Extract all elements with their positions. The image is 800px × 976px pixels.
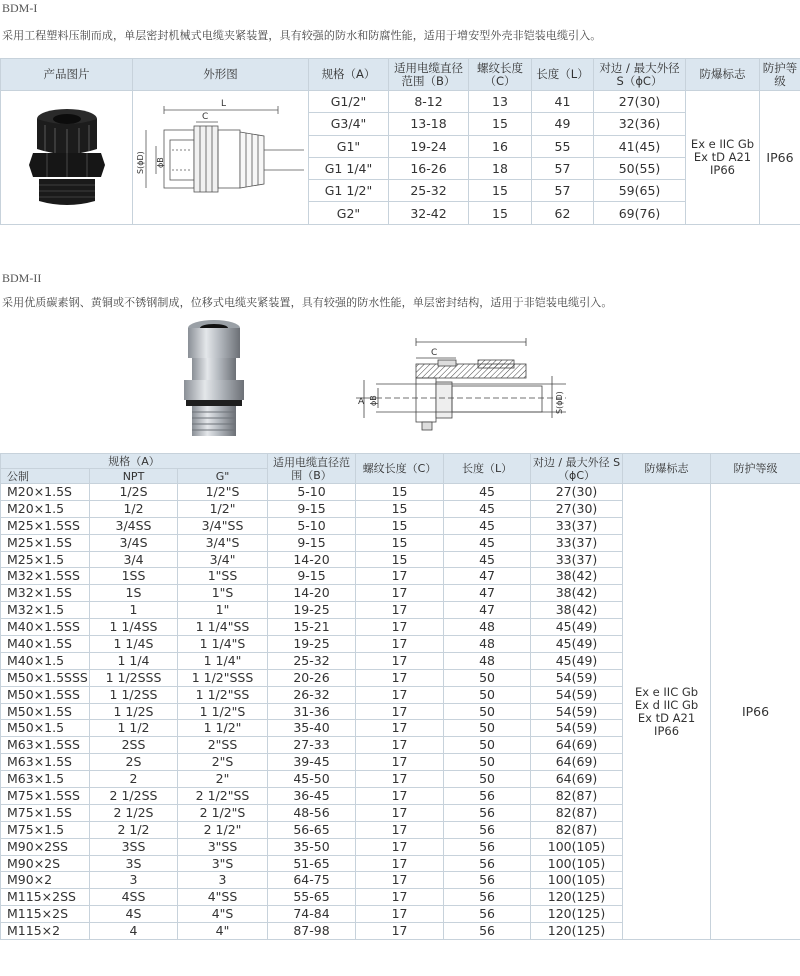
- ex-line: Ex d IIC Gb: [634, 697, 699, 712]
- dim-label-s: S(ϕD): [555, 391, 564, 414]
- ex-line: Ex e IIC Gb: [634, 684, 699, 699]
- npt-cell: 1/2: [90, 500, 178, 517]
- thread-cell: 17: [356, 804, 444, 821]
- across-cell: 100(105): [531, 855, 623, 872]
- across-cell: 82(87): [531, 788, 623, 805]
- length-cell: 50: [444, 669, 531, 686]
- length-cell: 62: [532, 202, 594, 224]
- range-cell: 35-50: [268, 838, 356, 855]
- length-cell: 55: [532, 135, 594, 157]
- metric-cell: M75×1.5: [1, 821, 90, 838]
- header-drawing: 外形图: [133, 59, 309, 91]
- thread-cell: 17: [356, 838, 444, 855]
- range-cell: 15-21: [268, 619, 356, 636]
- header-across: 对边 / 最大外径 S（ϕC）: [531, 454, 623, 484]
- metric-cell: M50×1.5S: [1, 703, 90, 720]
- range-cell: 27-33: [268, 737, 356, 754]
- header-across: 对边 / 最大外径 S（ϕC）: [594, 59, 686, 91]
- g-cell: 2 1/2"SS: [178, 788, 268, 805]
- header-length: 长度（L）: [532, 59, 594, 91]
- across-cell: 38(42): [531, 602, 623, 619]
- length-cell: 56: [444, 923, 531, 940]
- across-cell: 50(55): [594, 157, 686, 179]
- dim-label-c: C: [431, 348, 438, 358]
- length-cell: 45: [444, 517, 531, 534]
- header-ex: 防爆标志: [686, 59, 760, 91]
- npt-cell: 2SS: [90, 737, 178, 754]
- range-cell: 5-10: [268, 484, 356, 501]
- npt-cell: 2 1/2SS: [90, 788, 178, 805]
- across-cell: 38(42): [531, 585, 623, 602]
- across-cell: 120(125): [531, 889, 623, 906]
- length-cell: 56: [444, 906, 531, 923]
- ex-line: IP66: [710, 162, 735, 177]
- g-cell: 1": [178, 602, 268, 619]
- ex-marking-cell: [623, 484, 711, 940]
- length-cell: 50: [444, 754, 531, 771]
- thread-cell: 17: [356, 754, 444, 771]
- header-range: 适用电缆直径范围（B）: [268, 454, 356, 484]
- npt-cell: 4: [90, 923, 178, 940]
- range-cell: 19-25: [268, 602, 356, 619]
- range-cell: 8-12: [389, 91, 469, 113]
- range-cell: 39-45: [268, 754, 356, 771]
- thread-cell: 17: [356, 788, 444, 805]
- range-cell: 74-84: [268, 906, 356, 923]
- g-cell: 2"SS: [178, 737, 268, 754]
- header-range: 适用电缆直径范围（B）: [389, 59, 469, 91]
- g-cell: 2 1/2": [178, 821, 268, 838]
- metric-cell: M90×2SS: [1, 838, 90, 855]
- length-cell: 41: [532, 91, 594, 113]
- npt-cell: 3S: [90, 855, 178, 872]
- length-cell: 56: [444, 872, 531, 889]
- npt-cell: 1 1/4SS: [90, 619, 178, 636]
- length-cell: 47: [444, 568, 531, 585]
- header-ip: 防护等级: [711, 454, 800, 484]
- length-cell: 48: [444, 636, 531, 653]
- ex-line: Ex tD A21: [637, 710, 696, 725]
- length-cell: 56: [444, 821, 531, 838]
- thread-cell: 17: [356, 720, 444, 737]
- outline-drawing-bdm2: [356, 336, 578, 436]
- range-cell: 64-75: [268, 872, 356, 889]
- spec-table-bdm2: [0, 453, 800, 940]
- npt-cell: 2 1/2: [90, 821, 178, 838]
- range-cell: 56-65: [268, 821, 356, 838]
- npt-cell: 1SS: [90, 568, 178, 585]
- npt-cell: 3/4: [90, 551, 178, 568]
- range-cell: 25-32: [389, 180, 469, 202]
- range-cell: 5-10: [268, 517, 356, 534]
- across-cell: 45(49): [531, 619, 623, 636]
- thread-cell: 15: [356, 534, 444, 551]
- metric-cell: M63×1.5SS: [1, 737, 90, 754]
- range-cell: 14-20: [268, 585, 356, 602]
- across-cell: 69(76): [594, 202, 686, 224]
- thread-cell: 15: [356, 551, 444, 568]
- across-cell: 32(36): [594, 113, 686, 135]
- header-length: 长度（L）: [444, 454, 531, 484]
- metric-cell: M40×1.5SS: [1, 619, 90, 636]
- dim-label-b: ϕB: [155, 157, 165, 168]
- spec-cell: G1": [309, 135, 389, 157]
- g-cell: 1 1/2"SS: [178, 686, 268, 703]
- header-npt: NPT: [90, 469, 178, 484]
- npt-cell: 3: [90, 872, 178, 889]
- table-row: [1, 91, 800, 113]
- across-cell: 64(69): [531, 737, 623, 754]
- length-cell: 48: [444, 619, 531, 636]
- metric-cell: M63×1.5: [1, 771, 90, 788]
- metric-cell: M32×1.5S: [1, 585, 90, 602]
- length-cell: 48: [444, 652, 531, 669]
- length-cell: 47: [444, 602, 531, 619]
- section-title-bdm1: BDM-I: [2, 1, 38, 15]
- g-cell: 3/4": [178, 551, 268, 568]
- ex-line: IP66: [654, 723, 680, 738]
- section-desc-bdm2: 采用优质碳素钢、黄铜或不锈钢制成，位移式电缆夹紧装置，具有较强的防水性能，单层密封结构，适用于非铠装电缆引入。: [2, 296, 613, 309]
- metric-cell: M90×2: [1, 872, 90, 889]
- thread-cell: 17: [356, 855, 444, 872]
- header-g: G": [178, 469, 268, 484]
- g-cell: 3/4"SS: [178, 517, 268, 534]
- metric-cell: M75×1.5S: [1, 804, 90, 821]
- range-cell: 14-20: [268, 551, 356, 568]
- g-cell: 4"SS: [178, 889, 268, 906]
- thread-cell: 17: [356, 585, 444, 602]
- length-cell: 50: [444, 720, 531, 737]
- table-row: [1, 484, 800, 501]
- range-cell: 26-32: [268, 686, 356, 703]
- length-cell: 56: [444, 838, 531, 855]
- range-cell: 32-42: [389, 202, 469, 224]
- length-cell: 56: [444, 788, 531, 805]
- g-cell: 1/2": [178, 500, 268, 517]
- dim-label-c: C: [201, 111, 208, 122]
- range-cell: 9-15: [268, 568, 356, 585]
- thread-cell: 15: [469, 180, 532, 202]
- length-cell: 47: [444, 585, 531, 602]
- ex-marking-cell: [686, 91, 760, 225]
- g-cell: 4": [178, 923, 268, 940]
- spec-cell: G3/4": [309, 113, 389, 135]
- metric-cell: M32×1.5: [1, 602, 90, 619]
- range-cell: 9-15: [268, 534, 356, 551]
- across-cell: 100(105): [531, 872, 623, 889]
- npt-cell: 1S: [90, 585, 178, 602]
- length-cell: 50: [444, 686, 531, 703]
- across-cell: 100(105): [531, 838, 623, 855]
- thread-cell: 17: [356, 686, 444, 703]
- dim-label-l: L: [220, 98, 226, 109]
- outline-drawing-cell: [133, 91, 309, 225]
- length-cell: 45: [444, 500, 531, 517]
- product-photo-cell: [1, 91, 133, 225]
- g-cell: 1 1/4"SS: [178, 619, 268, 636]
- ip-cell: IP66: [760, 91, 800, 225]
- across-cell: 45(49): [531, 636, 623, 653]
- length-cell: 45: [444, 484, 531, 501]
- header-thread: 螺纹长度（C）: [356, 454, 444, 484]
- g-cell: 1"S: [178, 585, 268, 602]
- header-metric: 公制: [1, 469, 90, 484]
- length-cell: 45: [444, 551, 531, 568]
- g-cell: 4"S: [178, 906, 268, 923]
- length-cell: 50: [444, 771, 531, 788]
- npt-cell: 1 1/4: [90, 652, 178, 669]
- spec-table-body: [1, 484, 800, 940]
- thread-cell: 17: [356, 872, 444, 889]
- metric-cell: M50×1.5SSS: [1, 669, 90, 686]
- metal-cable-gland-photo: [178, 318, 250, 442]
- g-cell: 2 1/2"S: [178, 804, 268, 821]
- length-cell: 57: [532, 180, 594, 202]
- dim-label-a: A: [358, 397, 365, 407]
- thread-cell: 17: [356, 889, 444, 906]
- metric-cell: M40×1.5: [1, 652, 90, 669]
- header-thread: 螺纹长度（C）: [469, 59, 532, 91]
- thread-cell: 15: [356, 500, 444, 517]
- g-cell: 3/4"S: [178, 534, 268, 551]
- npt-cell: 1 1/2: [90, 720, 178, 737]
- npt-cell: 3/4SS: [90, 517, 178, 534]
- g-cell: 3: [178, 872, 268, 889]
- g-cell: 1 1/2"SSS: [178, 669, 268, 686]
- g-cell: 1 1/4"S: [178, 636, 268, 653]
- g-cell: 1 1/4": [178, 652, 268, 669]
- range-cell: 16-26: [389, 157, 469, 179]
- g-cell: 1"SS: [178, 568, 268, 585]
- g-cell: 2"S: [178, 754, 268, 771]
- metric-cell: M20×1.5: [1, 500, 90, 517]
- spec-cell: G1 1/2": [309, 180, 389, 202]
- range-cell: 48-56: [268, 804, 356, 821]
- across-cell: 27(30): [531, 484, 623, 501]
- g-cell: 1/2"S: [178, 484, 268, 501]
- range-cell: 9-15: [268, 500, 356, 517]
- thread-cell: 17: [356, 636, 444, 653]
- metric-cell: M115×2: [1, 923, 90, 940]
- metric-cell: M63×1.5S: [1, 754, 90, 771]
- across-cell: 54(59): [531, 703, 623, 720]
- range-cell: 31-36: [268, 703, 356, 720]
- range-cell: 51-65: [268, 855, 356, 872]
- across-cell: 64(69): [531, 771, 623, 788]
- metric-cell: M25×1.5S: [1, 534, 90, 551]
- range-cell: 20-26: [268, 669, 356, 686]
- spec-cell: G1 1/4": [309, 157, 389, 179]
- metric-cell: M75×1.5SS: [1, 788, 90, 805]
- thread-cell: 15: [469, 202, 532, 224]
- g-cell: 3"SS: [178, 838, 268, 855]
- npt-cell: 2: [90, 771, 178, 788]
- across-cell: 54(59): [531, 669, 623, 686]
- across-cell: 120(125): [531, 906, 623, 923]
- across-cell: 38(42): [531, 568, 623, 585]
- black-cable-gland-photo: [17, 101, 117, 211]
- range-cell: 55-65: [268, 889, 356, 906]
- range-cell: 13-18: [389, 113, 469, 135]
- metric-cell: M115×2S: [1, 906, 90, 923]
- thread-cell: 17: [356, 619, 444, 636]
- thread-cell: 17: [356, 906, 444, 923]
- spec-table-bdm1: [0, 58, 800, 225]
- length-cell: 45: [444, 534, 531, 551]
- across-cell: 120(125): [531, 923, 623, 940]
- across-cell: 33(37): [531, 517, 623, 534]
- across-cell: 54(59): [531, 720, 623, 737]
- npt-cell: 4SS: [90, 889, 178, 906]
- npt-cell: 3/4S: [90, 534, 178, 551]
- section-title-bdm2: BDM-II: [2, 271, 42, 285]
- header-ex: 防爆标志: [623, 454, 711, 484]
- g-cell: 3"S: [178, 855, 268, 872]
- thread-cell: 15: [356, 484, 444, 501]
- header-ip: 防护等级: [760, 59, 800, 91]
- npt-cell: 1 1/2SS: [90, 686, 178, 703]
- length-cell: 56: [444, 889, 531, 906]
- range-cell: 19-24: [389, 135, 469, 157]
- dim-label-b: ϕB: [369, 395, 378, 406]
- metric-cell: M25×1.5SS: [1, 517, 90, 534]
- npt-cell: 1 1/4S: [90, 636, 178, 653]
- across-cell: 45(49): [531, 652, 623, 669]
- range-cell: 35-40: [268, 720, 356, 737]
- range-cell: 36-45: [268, 788, 356, 805]
- npt-cell: 4S: [90, 906, 178, 923]
- across-cell: 41(45): [594, 135, 686, 157]
- thread-cell: 17: [356, 771, 444, 788]
- thread-cell: 15: [356, 517, 444, 534]
- metric-cell: M50×1.5SS: [1, 686, 90, 703]
- header-spec: 规格（A）: [1, 454, 268, 469]
- thread-cell: 16: [469, 135, 532, 157]
- across-cell: 33(37): [531, 534, 623, 551]
- across-cell: 33(37): [531, 551, 623, 568]
- header-photo: 产品图片: [1, 59, 133, 91]
- across-cell: 64(69): [531, 754, 623, 771]
- npt-cell: 1 1/2S: [90, 703, 178, 720]
- ip-cell: IP66: [711, 484, 800, 940]
- ex-line: Ex e IIC Gb: [690, 136, 755, 151]
- length-cell: 49: [532, 113, 594, 135]
- range-cell: 45-50: [268, 771, 356, 788]
- thread-cell: 17: [356, 923, 444, 940]
- across-cell: 54(59): [531, 686, 623, 703]
- metric-cell: M115×2SS: [1, 889, 90, 906]
- across-cell: 82(87): [531, 821, 623, 838]
- metric-cell: M20×1.5S: [1, 484, 90, 501]
- thread-cell: 17: [356, 602, 444, 619]
- range-cell: 25-32: [268, 652, 356, 669]
- range-cell: 87-98: [268, 923, 356, 940]
- length-cell: 57: [532, 157, 594, 179]
- npt-cell: 1: [90, 602, 178, 619]
- spec-cell: G2": [309, 202, 389, 224]
- across-cell: 59(65): [594, 180, 686, 202]
- header-spec: 规格（A）: [309, 59, 389, 91]
- across-cell: 27(30): [594, 91, 686, 113]
- npt-cell: 1/2S: [90, 484, 178, 501]
- g-cell: 2": [178, 771, 268, 788]
- metric-cell: M32×1.5SS: [1, 568, 90, 585]
- length-cell: 56: [444, 855, 531, 872]
- spec-cell: G1/2": [309, 91, 389, 113]
- metric-cell: M40×1.5S: [1, 636, 90, 653]
- npt-cell: 2S: [90, 754, 178, 771]
- ex-line: Ex tD A21: [693, 149, 752, 164]
- range-cell: 19-25: [268, 636, 356, 653]
- thread-cell: 17: [356, 669, 444, 686]
- length-cell: 50: [444, 703, 531, 720]
- g-cell: 1 1/2": [178, 720, 268, 737]
- thread-cell: 17: [356, 821, 444, 838]
- npt-cell: 2 1/2S: [90, 804, 178, 821]
- metric-cell: M25×1.5: [1, 551, 90, 568]
- length-cell: 50: [444, 737, 531, 754]
- table-header-row: [1, 59, 800, 91]
- thread-cell: 17: [356, 737, 444, 754]
- npt-cell: 1 1/2SSS: [90, 669, 178, 686]
- thread-cell: 15: [469, 113, 532, 135]
- section-desc-bdm1: 采用工程塑料压制而成，单层密封机械式电缆夹紧装置，具有较强的防水和防腐性能，适用于增安型外壳非铠装电缆引入。: [2, 29, 602, 42]
- npt-cell: 3SS: [90, 838, 178, 855]
- thread-cell: 17: [356, 568, 444, 585]
- across-cell: 27(30): [531, 500, 623, 517]
- thread-cell: 13: [469, 91, 532, 113]
- dim-label-s: S(ϕD): [135, 151, 145, 174]
- thread-cell: 17: [356, 652, 444, 669]
- table-header-row: [1, 454, 800, 469]
- length-cell: 56: [444, 804, 531, 821]
- outline-drawing-bdm1: [136, 96, 306, 216]
- g-cell: 1 1/2"S: [178, 703, 268, 720]
- metric-cell: M90×2S: [1, 855, 90, 872]
- across-cell: 82(87): [531, 804, 623, 821]
- thread-cell: 17: [356, 703, 444, 720]
- thread-cell: 18: [469, 157, 532, 179]
- metric-cell: M50×1.5: [1, 720, 90, 737]
